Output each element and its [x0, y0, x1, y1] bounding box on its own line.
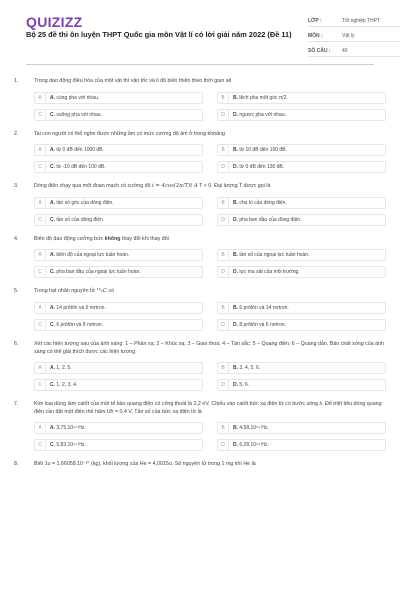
option-a[interactable] — [34, 197, 203, 209]
option-text: tần số góc của dòng điện. — [56, 199, 114, 206]
option-letter: D — [218, 320, 229, 330]
option-key: D. — [233, 382, 238, 389]
meta-row-count — [308, 42, 400, 57]
option-letter: B — [218, 303, 229, 313]
emphasis: không — [104, 235, 121, 242]
option-letter: C — [35, 320, 46, 330]
option-letter: B — [218, 250, 229, 260]
worksheet-meta — [308, 12, 400, 57]
option-text: 3, 4, 5, 6. — [239, 365, 261, 372]
question-text: Kim loại dùng làm catốt của một tế bào quang điện có công thoát là 2,2 eV. Chiếu vào catốt bức xạ điện từ có bước sóng λ. Để triệt tiêu dòng quang điện cần đặt một điện thế hãm Uh = 0,4 V. Tần số của bức xạ điện từ là — [34, 401, 382, 415]
option-key: D. — [233, 321, 238, 328]
worksheet-title: Bộ 25 đề thi ôn luyện THPT Quốc gia môn Vật lí có lời giải năm 2022 (Đề 11) — [26, 30, 292, 39]
option-b[interactable] — [217, 144, 386, 156]
option-key: B. — [233, 304, 238, 311]
option-letter: C — [35, 267, 46, 277]
meta-label: SỐ CÂU : — [308, 48, 331, 54]
option-d[interactable] — [217, 379, 386, 391]
option-key: D. — [233, 269, 238, 276]
option-text: lực ma sát của môi trường. — [239, 269, 300, 276]
option-c[interactable] — [34, 439, 203, 451]
meta-value: 40 — [342, 48, 348, 54]
question-text: Trong hạt nhân nguyên tử ¹⁴₆C có — [34, 288, 115, 295]
option-b[interactable] — [217, 197, 386, 209]
option-letter: C — [35, 162, 46, 172]
option-key: C. — [50, 382, 55, 389]
question-number: 6. — [14, 340, 19, 347]
option-key: B. — [233, 252, 238, 259]
option-letter: B — [218, 145, 229, 155]
option-a[interactable] — [34, 92, 203, 104]
meta-label: MÔN : — [308, 33, 323, 39]
question-7 — [14, 401, 386, 451]
option-key: A. — [50, 147, 55, 154]
option-letter: D — [218, 215, 229, 225]
option-text: 6 prôtôn và 8 nơtron. — [56, 321, 104, 328]
option-b[interactable] — [217, 362, 386, 374]
option-text: tần số của ngoại lực tuần hoàn. — [239, 252, 310, 259]
option-text: 6,28.10¹⁴ Hz. — [239, 442, 269, 449]
option-c[interactable] — [34, 266, 203, 278]
option-letter: C — [35, 380, 46, 390]
option-b[interactable] — [217, 92, 386, 104]
option-letter: C — [35, 440, 46, 450]
option-key: D. — [233, 111, 238, 118]
option-letter: D — [218, 162, 229, 172]
option-letter: B — [218, 423, 229, 433]
option-text: lệch pha một góc π/2. — [239, 94, 288, 101]
option-d[interactable] — [217, 266, 386, 278]
option-letter: B — [218, 363, 229, 373]
question-3 — [14, 183, 386, 226]
option-text: vuông pha với nhau. — [56, 111, 102, 118]
option-text: 8 prôtôn và 6 nơtron. — [239, 321, 287, 328]
question-6 — [14, 341, 386, 391]
option-text: 5, 6. — [239, 382, 250, 389]
option-b[interactable] — [217, 422, 386, 434]
option-key: C. — [50, 269, 55, 276]
option-text: pha ban đầu của dòng điện. — [239, 216, 302, 223]
question-number: 4. — [14, 235, 19, 242]
question-5 — [14, 288, 386, 331]
option-text: 14 prôtôn và 6 nơtron. — [56, 304, 106, 311]
meta-label: LỚP : — [308, 18, 322, 24]
option-text: từ 0 dB đến 1000 dB. — [56, 147, 104, 154]
meta-value: Vật lý — [342, 33, 355, 39]
question-text: Xét các hiện tượng sau của ánh sáng: 1 – Phản xạ; 2 – Khúc xạ; 3 – Giao thoa; 4 – Tán sắc; 5 – Quang điện; 6 – Quang dẫn. Bản chất sóng của ánh sáng có thể giải thích được các hiện tượng — [34, 340, 384, 355]
option-key: A. — [50, 365, 55, 372]
option-letter: C — [35, 110, 46, 120]
question-number: 1. — [14, 78, 19, 84]
option-c[interactable] — [34, 379, 203, 391]
option-key: B. — [233, 199, 238, 206]
option-d[interactable] — [217, 109, 386, 121]
option-text: từ -10 dB đến 100 dB. — [56, 164, 106, 171]
option-d[interactable] — [217, 214, 386, 226]
question-1 — [14, 78, 386, 121]
option-key: C. — [50, 321, 55, 328]
formula: i = 4cos(2π/T)t A — [152, 183, 198, 190]
option-letter: A — [35, 363, 46, 373]
option-letter: B — [218, 93, 229, 103]
question-number: 3. — [14, 183, 19, 190]
option-letter: A — [35, 303, 46, 313]
question-text: Dòng điện chạy qua một đoạn mạch có cường độ i = 4cos(2π/T)t A T > 0. Đại lượng T được gọi là — [34, 183, 271, 190]
option-letter: D — [218, 440, 229, 450]
option-key: B. — [233, 94, 238, 101]
option-key: B. — [233, 147, 238, 154]
question-text: Tai con người có thể nghe được những âm có mức cường độ âm ở trong khoảng — [34, 130, 225, 137]
option-a[interactable] — [34, 302, 203, 314]
option-d[interactable] — [217, 439, 386, 451]
question-2 — [14, 131, 386, 174]
option-text: 3,75.10¹⁴ Hz. — [56, 425, 86, 432]
option-a[interactable] — [34, 249, 203, 261]
option-key: D. — [233, 216, 238, 223]
option-a[interactable] — [34, 422, 203, 434]
option-text: 5,83.10¹⁴ Hz. — [56, 442, 86, 449]
option-c[interactable] — [34, 214, 203, 226]
option-letter: A — [35, 423, 46, 433]
question-text: Biết 1u = 1,66058.10⁻²⁷ (kg), khối lượng của He = 4,0015u. Số nguyên tử trong 1 mg khí He là — [34, 461, 256, 468]
question-list — [14, 78, 386, 479]
option-key: C. — [50, 442, 55, 449]
option-letter: B — [218, 198, 229, 208]
option-key: B. — [233, 365, 238, 372]
option-key: D. — [233, 164, 238, 171]
option-text: pha ban đầu của ngoại lực tuần hoàn. — [56, 269, 141, 276]
question-text: Trong dao động điều hòa của một vật thì vận tốc và li độ biến thiên theo thời gian sẽ — [34, 78, 232, 84]
question-number: 7. — [14, 401, 19, 408]
option-letter: D — [218, 110, 229, 120]
isotope-notation: ¹⁴₆C — [96, 288, 107, 295]
option-c[interactable] — [34, 161, 203, 173]
option-key: C. — [50, 111, 55, 118]
meta-row-subject — [308, 27, 400, 42]
option-d[interactable] — [217, 161, 386, 173]
option-b[interactable] — [217, 302, 386, 314]
option-key: B. — [233, 425, 238, 432]
header-divider — [26, 64, 374, 65]
option-letter: A — [35, 198, 46, 208]
option-d[interactable] — [217, 319, 386, 331]
option-text: tần số của dòng điện. — [56, 216, 105, 223]
option-text: 4,58.10¹⁴ Hz. — [239, 425, 269, 432]
option-a[interactable] — [34, 362, 203, 374]
option-text: 1, 2, 5. — [56, 365, 72, 372]
option-letter: A — [35, 250, 46, 260]
worksheet-header — [12, 0, 388, 66]
question-8 — [14, 461, 386, 469]
option-text: từ 0 dB đến 130 dB. — [239, 164, 285, 171]
question-number: 2. — [14, 130, 19, 137]
option-key: A. — [50, 199, 55, 206]
option-key: A. — [50, 252, 55, 259]
option-b[interactable] — [217, 249, 386, 261]
question-number: 5. — [14, 288, 19, 295]
option-key: C. — [50, 216, 55, 223]
option-letter: A — [35, 93, 46, 103]
option-text: 6 prôtôn và 14 nơtron. — [239, 304, 289, 311]
option-a[interactable] — [34, 144, 203, 156]
option-key: A. — [50, 94, 55, 101]
option-c[interactable] — [34, 109, 203, 121]
option-key: D. — [233, 442, 238, 449]
option-text: chu kì của dòng điện. — [239, 199, 287, 206]
quizizz-logo: QUIZIZZ — [26, 14, 83, 30]
option-text: ngược pha với nhau. — [239, 111, 286, 118]
option-key: A. — [50, 425, 55, 432]
option-key: C. — [50, 164, 55, 171]
option-letter: A — [35, 145, 46, 155]
meta-value: Tốt nghiệp THPT — [342, 18, 380, 24]
question-4 — [14, 236, 386, 279]
meta-row-class — [308, 12, 400, 27]
option-letter: C — [35, 215, 46, 225]
option-text: biên độ của ngoại lực tuần hoàn. — [56, 252, 130, 259]
option-c[interactable] — [34, 319, 203, 331]
option-letter: D — [218, 267, 229, 277]
option-text: cùng pha với nhau. — [56, 94, 100, 101]
option-key: A. — [50, 304, 55, 311]
question-number: 8. — [14, 461, 19, 468]
option-text: 1, 2, 3, 4. — [56, 382, 78, 389]
option-letter: D — [218, 380, 229, 390]
question-text: Biên độ dao động cưỡng bức không thay đổi khi thay đổi — [34, 235, 169, 242]
option-text: từ 10 dB đến 100 dB. — [239, 147, 287, 154]
